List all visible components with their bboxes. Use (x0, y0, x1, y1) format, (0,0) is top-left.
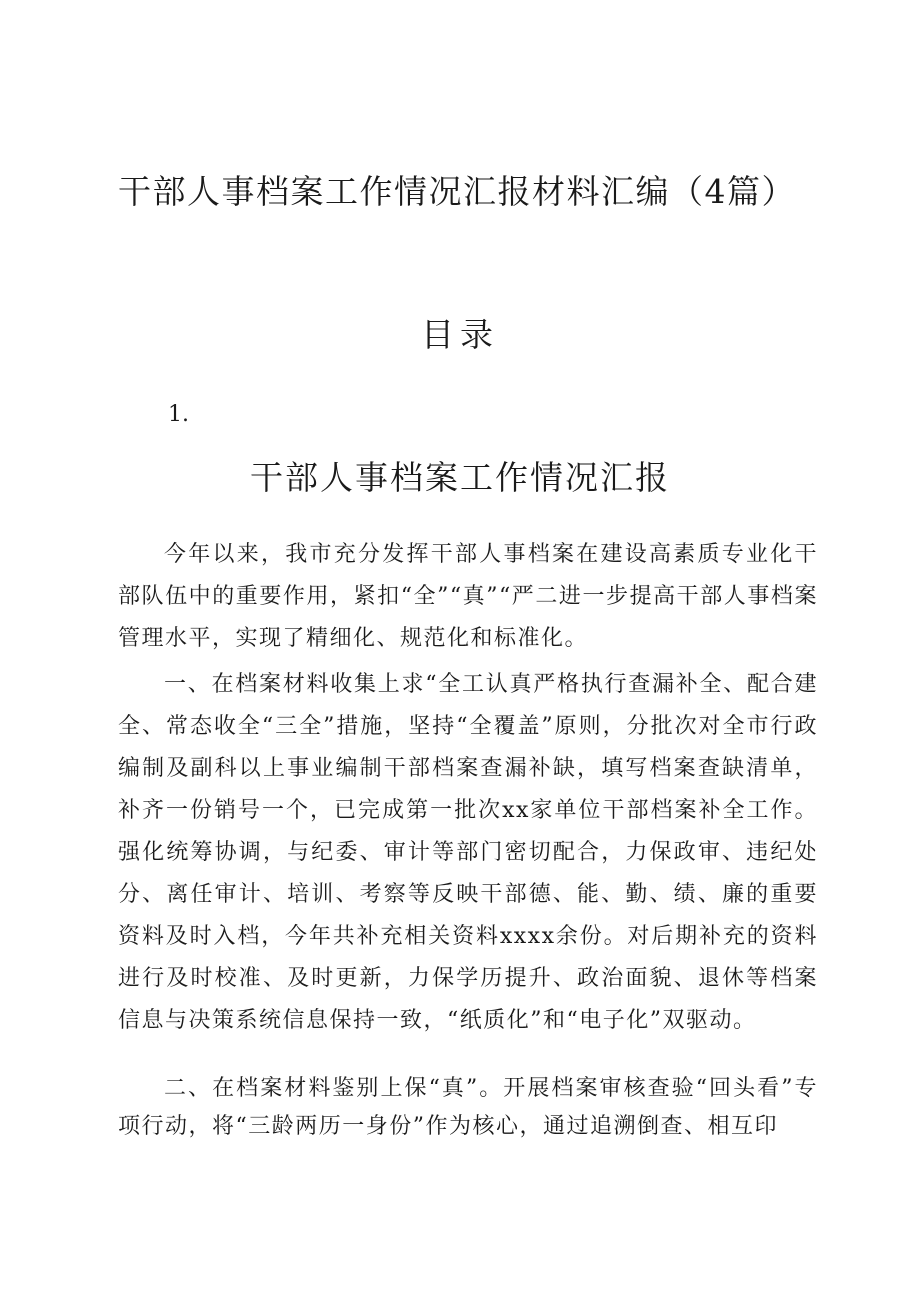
document-title: 干部人事档案工作情况汇报材料汇编（4篇） (118, 172, 796, 211)
paragraph-verification: 二、在档案材料鉴别上保“真”。开展档案审核查验“回头看”专项行动，将“三龄两历一身份”作为核心，通过追溯倒查、相互印 (118, 1076, 818, 1139)
paragraph-collection: 一、在档案材料收集上求“全工认真严格执行查漏补全、配合建全、常态收全“三全”措施，坚持“全覆盖”原则，分批次对全市行政编制及副科以上事业编制干部档案查漏补缺，填写档案查缺清单，补齐一份销号一个，已完成第一批次xx家单位干部档案补全工作。强化统筹协调，与纪委、审计等部门密切配合，力保政审、违纪处分、离任审计、培训、考察等反映干部德、能、勤、绩、廉的重要资料及时入档，今年共补充相关资料xxxx余份。对后期补充的资料进行及时校准、及时更新，力保学历提升、政治面貌、退休等档案信息与决策系统信息保持一致，“纸质化”和“电子化”双驱动。 (118, 672, 818, 1033)
paragraph-intro: 今年以来，我市充分发挥干部人事档案在建设高素质专业化干部队伍中的重要作用，紧扣“全”“真”“严二进一步提高干部人事档案管理水平，实现了精细化、规范化和标准化。 (118, 542, 818, 651)
toc-heading: 目录 (421, 315, 499, 354)
section-title: 干部人事档案工作情况汇报 (250, 458, 670, 497)
toc-item-number: 1. (168, 402, 189, 427)
